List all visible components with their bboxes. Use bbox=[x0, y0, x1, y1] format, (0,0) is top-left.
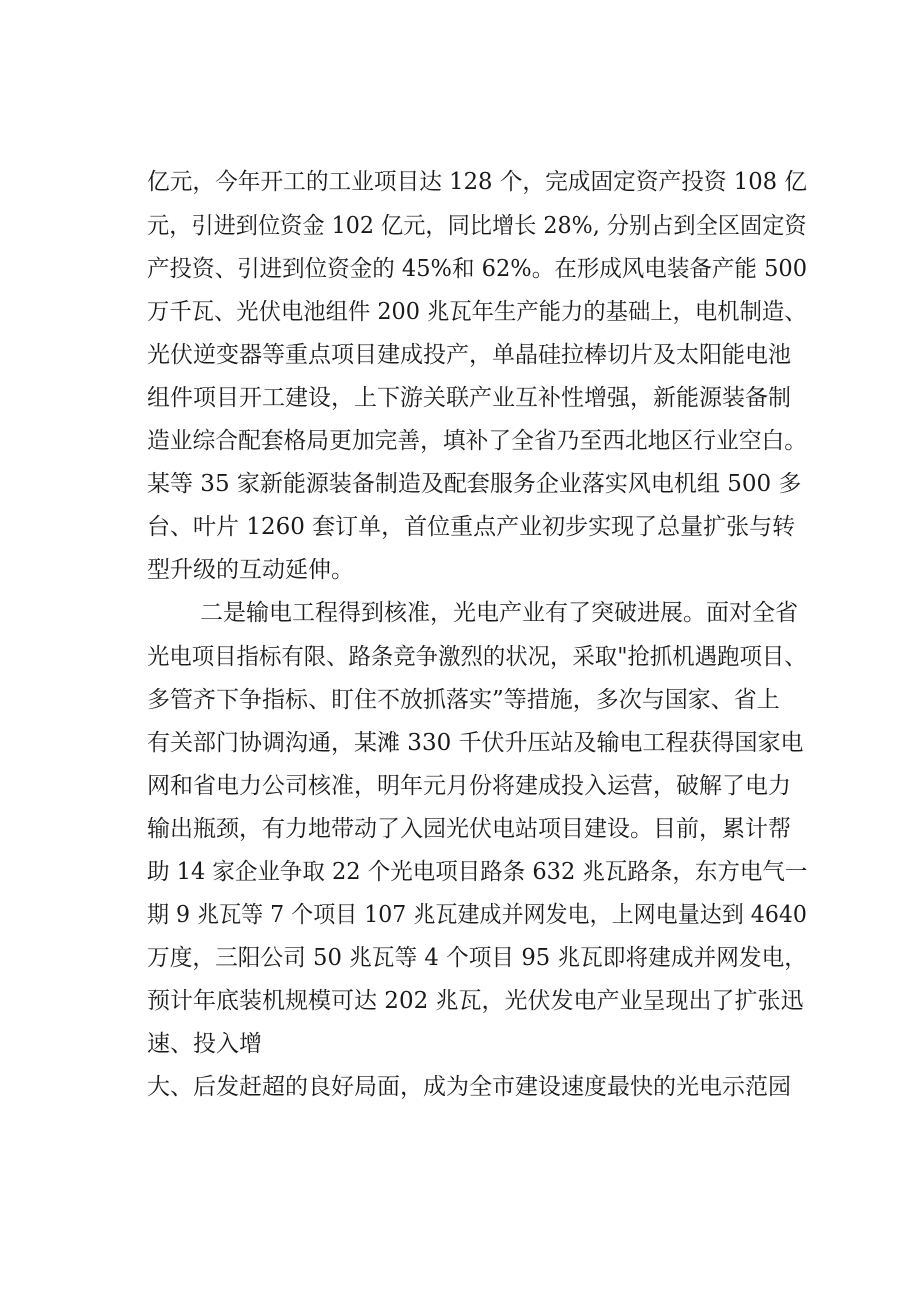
text-line: 有关部门协调沟通，某滩 330 千伏升压站及输电工程获得国家电 bbox=[147, 730, 804, 756]
text-line: 大、后发赶超的良好局面，成为全市建设速度最快的光电示范园 bbox=[147, 1074, 791, 1100]
text-line: 二是输电工程得到核准，光电产业有了突破进展。面对全省 bbox=[200, 600, 798, 626]
text-line: 组件项目开工建设，上下游关联产业互补性增强，新能源装备制 bbox=[147, 385, 791, 411]
text-line: 网和省电力公司核准，明年元月份将建成投入运营，破解了电力 bbox=[147, 773, 791, 799]
text-line: 造业综合配套格局更加完善，填补了全省乃至西北地区行业空白。 bbox=[147, 428, 807, 454]
text-line: 速、投入增 bbox=[147, 1031, 262, 1057]
text-line: 光电项目指标有限、路条竞争激烈的状况，采取"抢抓机遇跑项目、 bbox=[147, 644, 807, 670]
text-line: 期 9 兆瓦等 7 个项目 107 兆瓦建成并网发电，上网电量达到 4640 bbox=[147, 902, 807, 928]
text-line: 型升级的互动延伸。 bbox=[147, 557, 354, 583]
text-line: 台、叶片 1260 套订单，首位重点产业初步实现了总量扩张与转 bbox=[147, 514, 796, 540]
text-line: 元，引进到位资金 102 亿元，同比增长 28%, 分别占到全区固定资 bbox=[147, 213, 807, 239]
text-line: 助 14 家企业争取 22 个光电项目路条 632 兆瓦路条，东方电气一 bbox=[147, 859, 808, 885]
text-line: 多管齐下争指标、盯住不放抓落实”等措施，多次与国家、省上 bbox=[147, 687, 780, 713]
text-line: 输出瓶颈，有力地带动了入园光伏电站项目建设。目前，累计帮 bbox=[147, 816, 791, 842]
text-line: 光伏逆变器等重点项目建成投产，单晶硅拉棒切片及太阳能电池 bbox=[147, 342, 791, 368]
text-line: 万千瓦、光伏电池组件 200 兆瓦年生产能力的基础上，电机制造、 bbox=[147, 299, 807, 325]
text-line: 万度，三阳公司 50 兆瓦等 4 个项目 95 兆瓦即将建成并网发电， bbox=[147, 945, 808, 971]
text-line: 预计年底装机规模可达 202 兆瓦，光伏发电产业呈现出了扩张迅 bbox=[147, 988, 804, 1014]
text-line: 产投资、引进到位资金的 45%和 62%。在形成风电装备产能 500 bbox=[147, 256, 808, 282]
text-line: 亿元，今年开工的工业项目达 128 个，完成固定资产投资 108 亿 bbox=[147, 169, 808, 195]
text-line: 某等 35 家新能源装备制造及配套服务企业落实风电机组 500 多 bbox=[147, 471, 802, 497]
